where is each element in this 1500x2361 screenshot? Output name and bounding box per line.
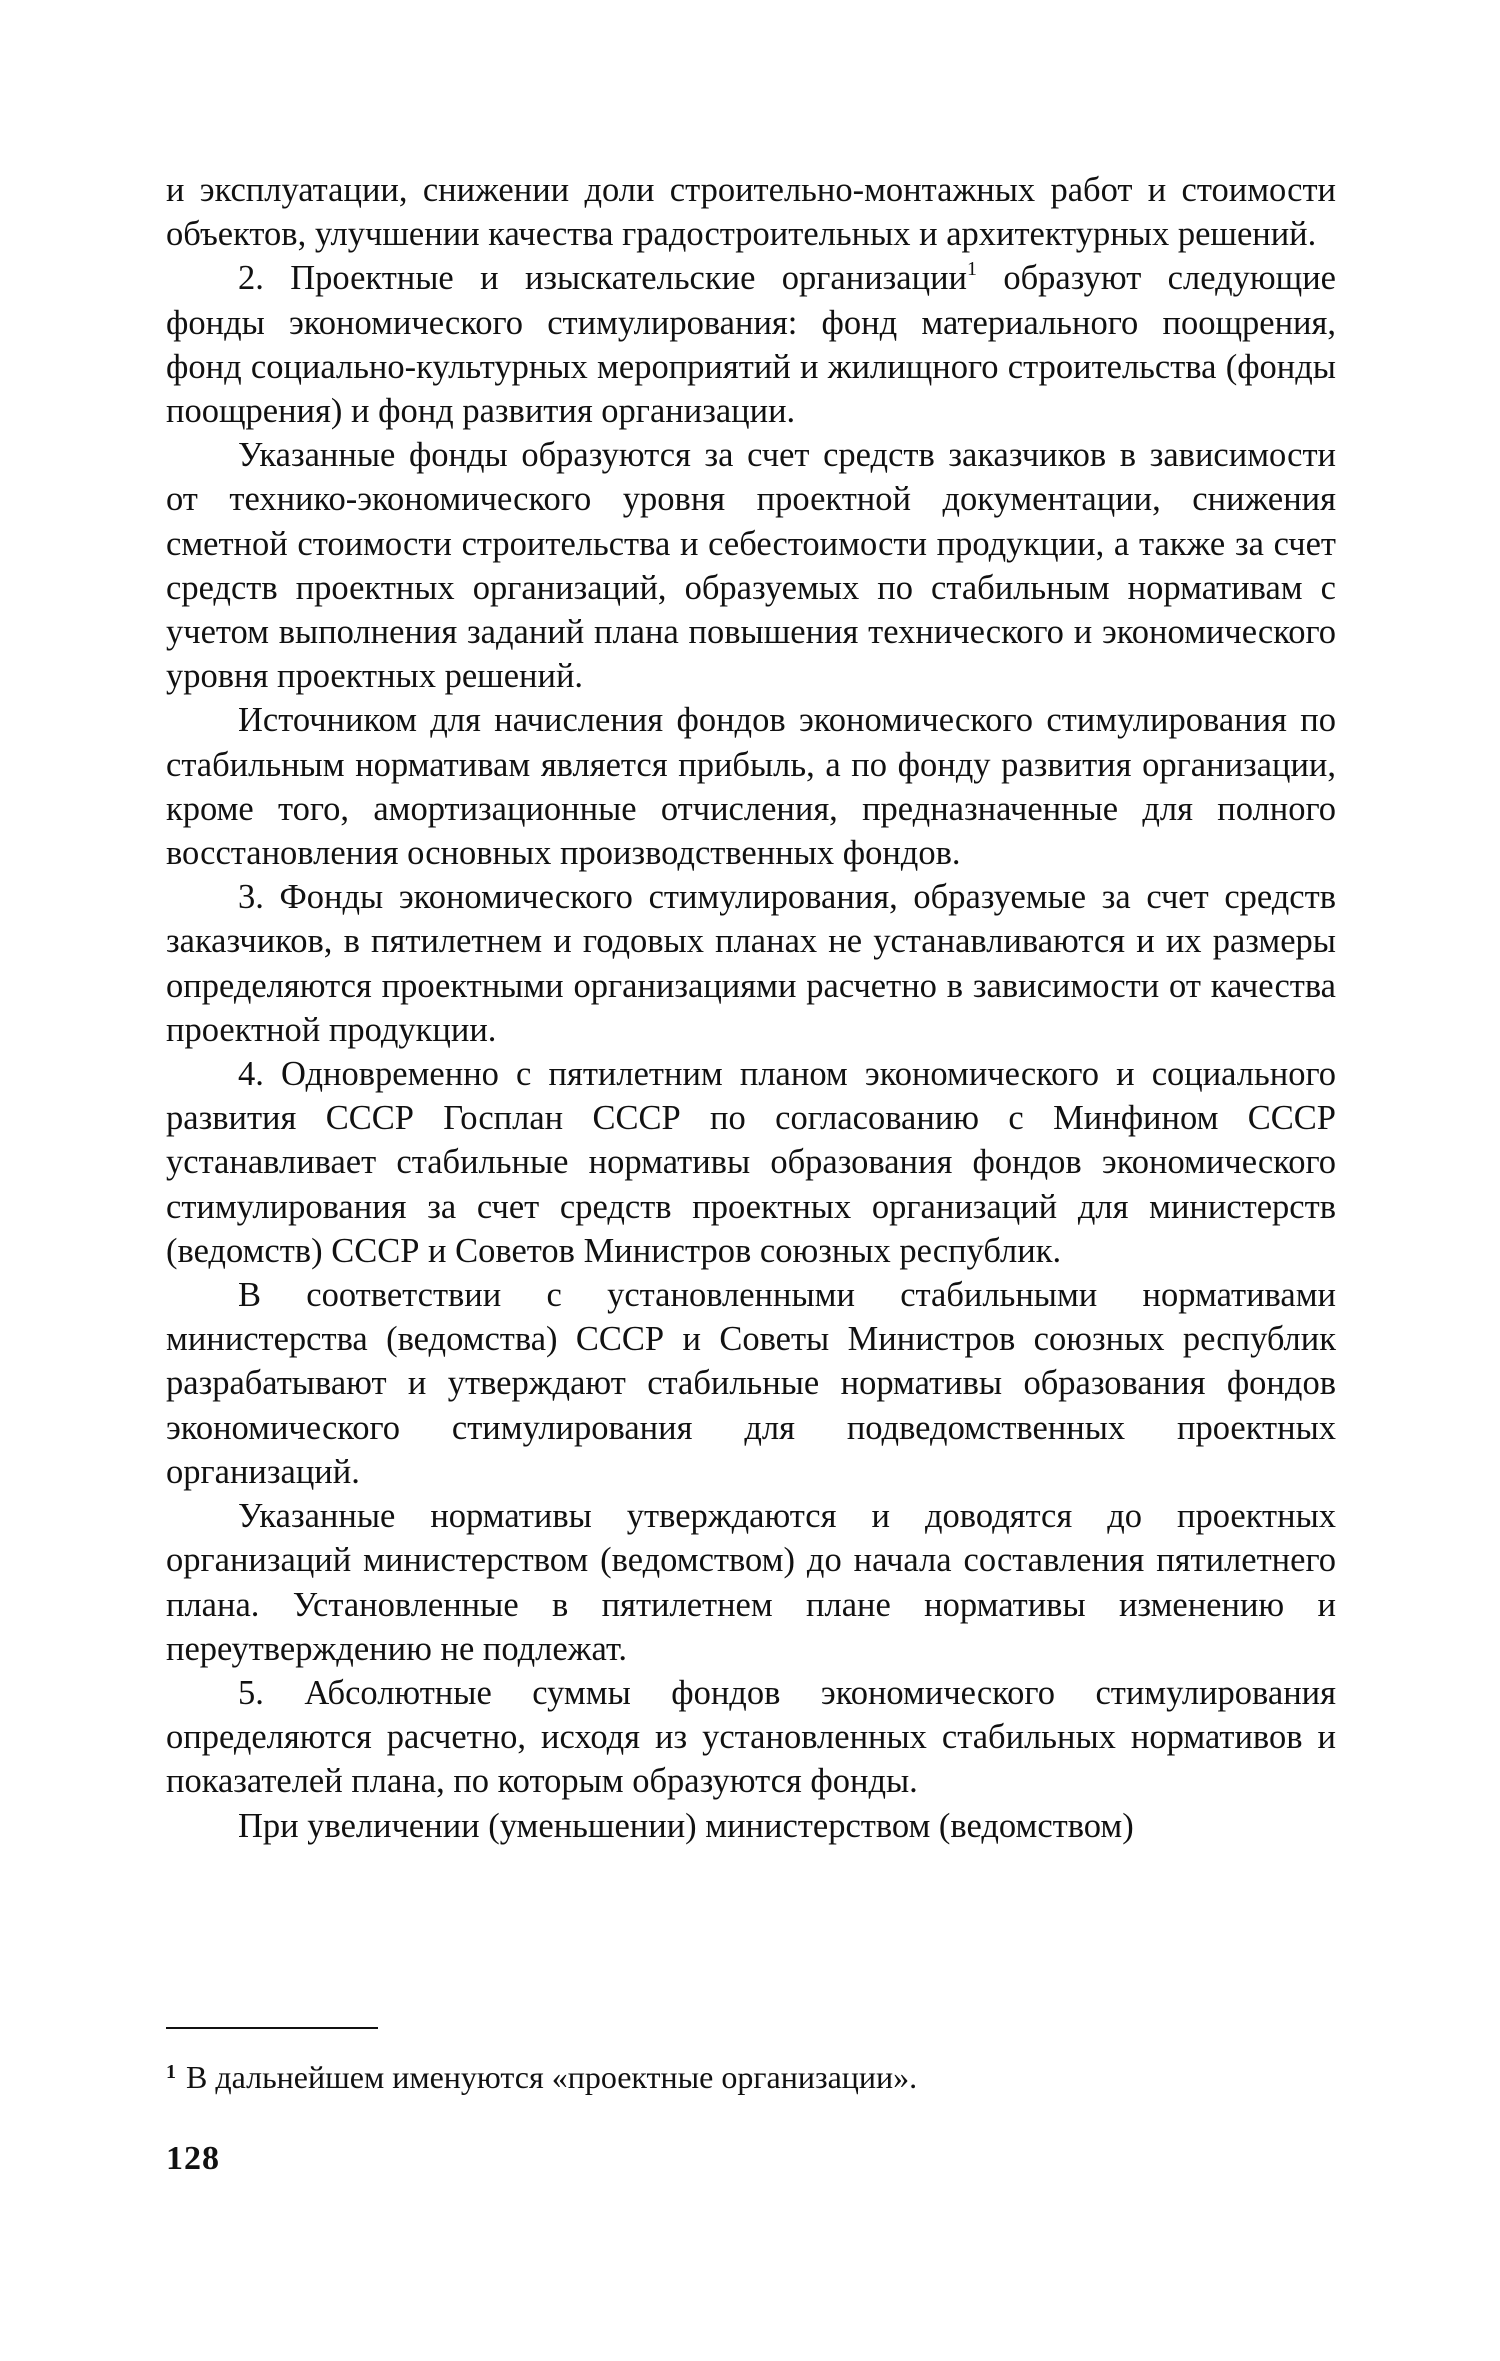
paragraph: и эксплуатации, снижении доли строительно-монтажных работ и стоимости объектов, улучшении качества градостроительных и архитектурных решений. <box>166 171 1336 254</box>
paragraph-2 <box>166 256 1336 433</box>
paragraph: Указанные фонды образуются за счет средств заказчиков в зависимости от технико-экономического уровня проектной документации, снижения сметной стоимости строительства и себестоимости продукции, а также за счет средств проектных организаций, образуемых по стабильным нормативам с учетом выполнения заданий плана повышения технического и экономического уровня проектных решений. <box>166 436 1336 696</box>
footnote-divider <box>166 2027 378 2029</box>
paragraph: Указанные нормативы утверждаются и доводятся до проектных организаций министерством (ведомством) до начала составления пятилетнего плана. Установленные в пятилетнем плане нормативы изменению и переутверждению не подлежат. <box>166 1497 1336 1668</box>
footnote-text: В дальнейшем именуются «проектные организации». <box>186 2059 918 2095</box>
footnote <box>166 2052 1336 2097</box>
paragraph-2-start: 2. Проектные и изыскательские организации <box>238 259 967 298</box>
page-body <box>166 168 1336 1848</box>
footnote-reference: 1 <box>967 258 977 281</box>
page-number: 128 <box>166 2140 220 2177</box>
footnote-mark: 1 <box>166 2061 176 2083</box>
paragraph: 3. Фонды экономического стимулирования, образуемые за счет средств заказчиков, в пятилетнем и годовых планах не устанавливаются и их размеры определяются проектными организациями расчетно в зависимости от качества проектной продукции. <box>166 878 1336 1049</box>
paragraph: В соответствии с установленными стабильными нормативами министерства (ведомства) СССР и Советы Министров союзных республик разрабатывают и утверждают стабильные нормативы образования фондов экономического стимулирования для подведомственных проектных организаций. <box>166 1276 1336 1491</box>
paragraph: Источником для начисления фондов экономического стимулирования по стабильным нормативам является прибыль, а по фонду развития организации, кроме того, амортизационные отчисления, предназначенные для полного восстановления основных производственных фондов. <box>166 701 1336 873</box>
paragraph: 4. Одновременно с пятилетним планом экономического и социального развития СССР Госплан СССР по согласованию с Минфином СССР устанавливает стабильные нормативы образования фондов экономического стимулирования за счет средств проектных организаций для министерств (ведомств) СССР и Советов Министров союзных республик. <box>166 1055 1336 1270</box>
paragraph: 5. Абсолютные суммы фондов экономического стимулирования определяются расчетно, исходя из установленных стабильных нормативов и показателей плана, по которым образуются фонды. <box>166 1673 1336 1801</box>
paragraph-2-end: образуют следующие фонды экономического стимулирования: фонд материального поощрения, фонд социально-культурных мероприятий и жилищного строительства (фонды поощрения) и фонд развития организации. <box>166 259 1336 431</box>
paragraph: При увеличении (уменьшении) министерством (ведомством) <box>238 1806 1134 1845</box>
